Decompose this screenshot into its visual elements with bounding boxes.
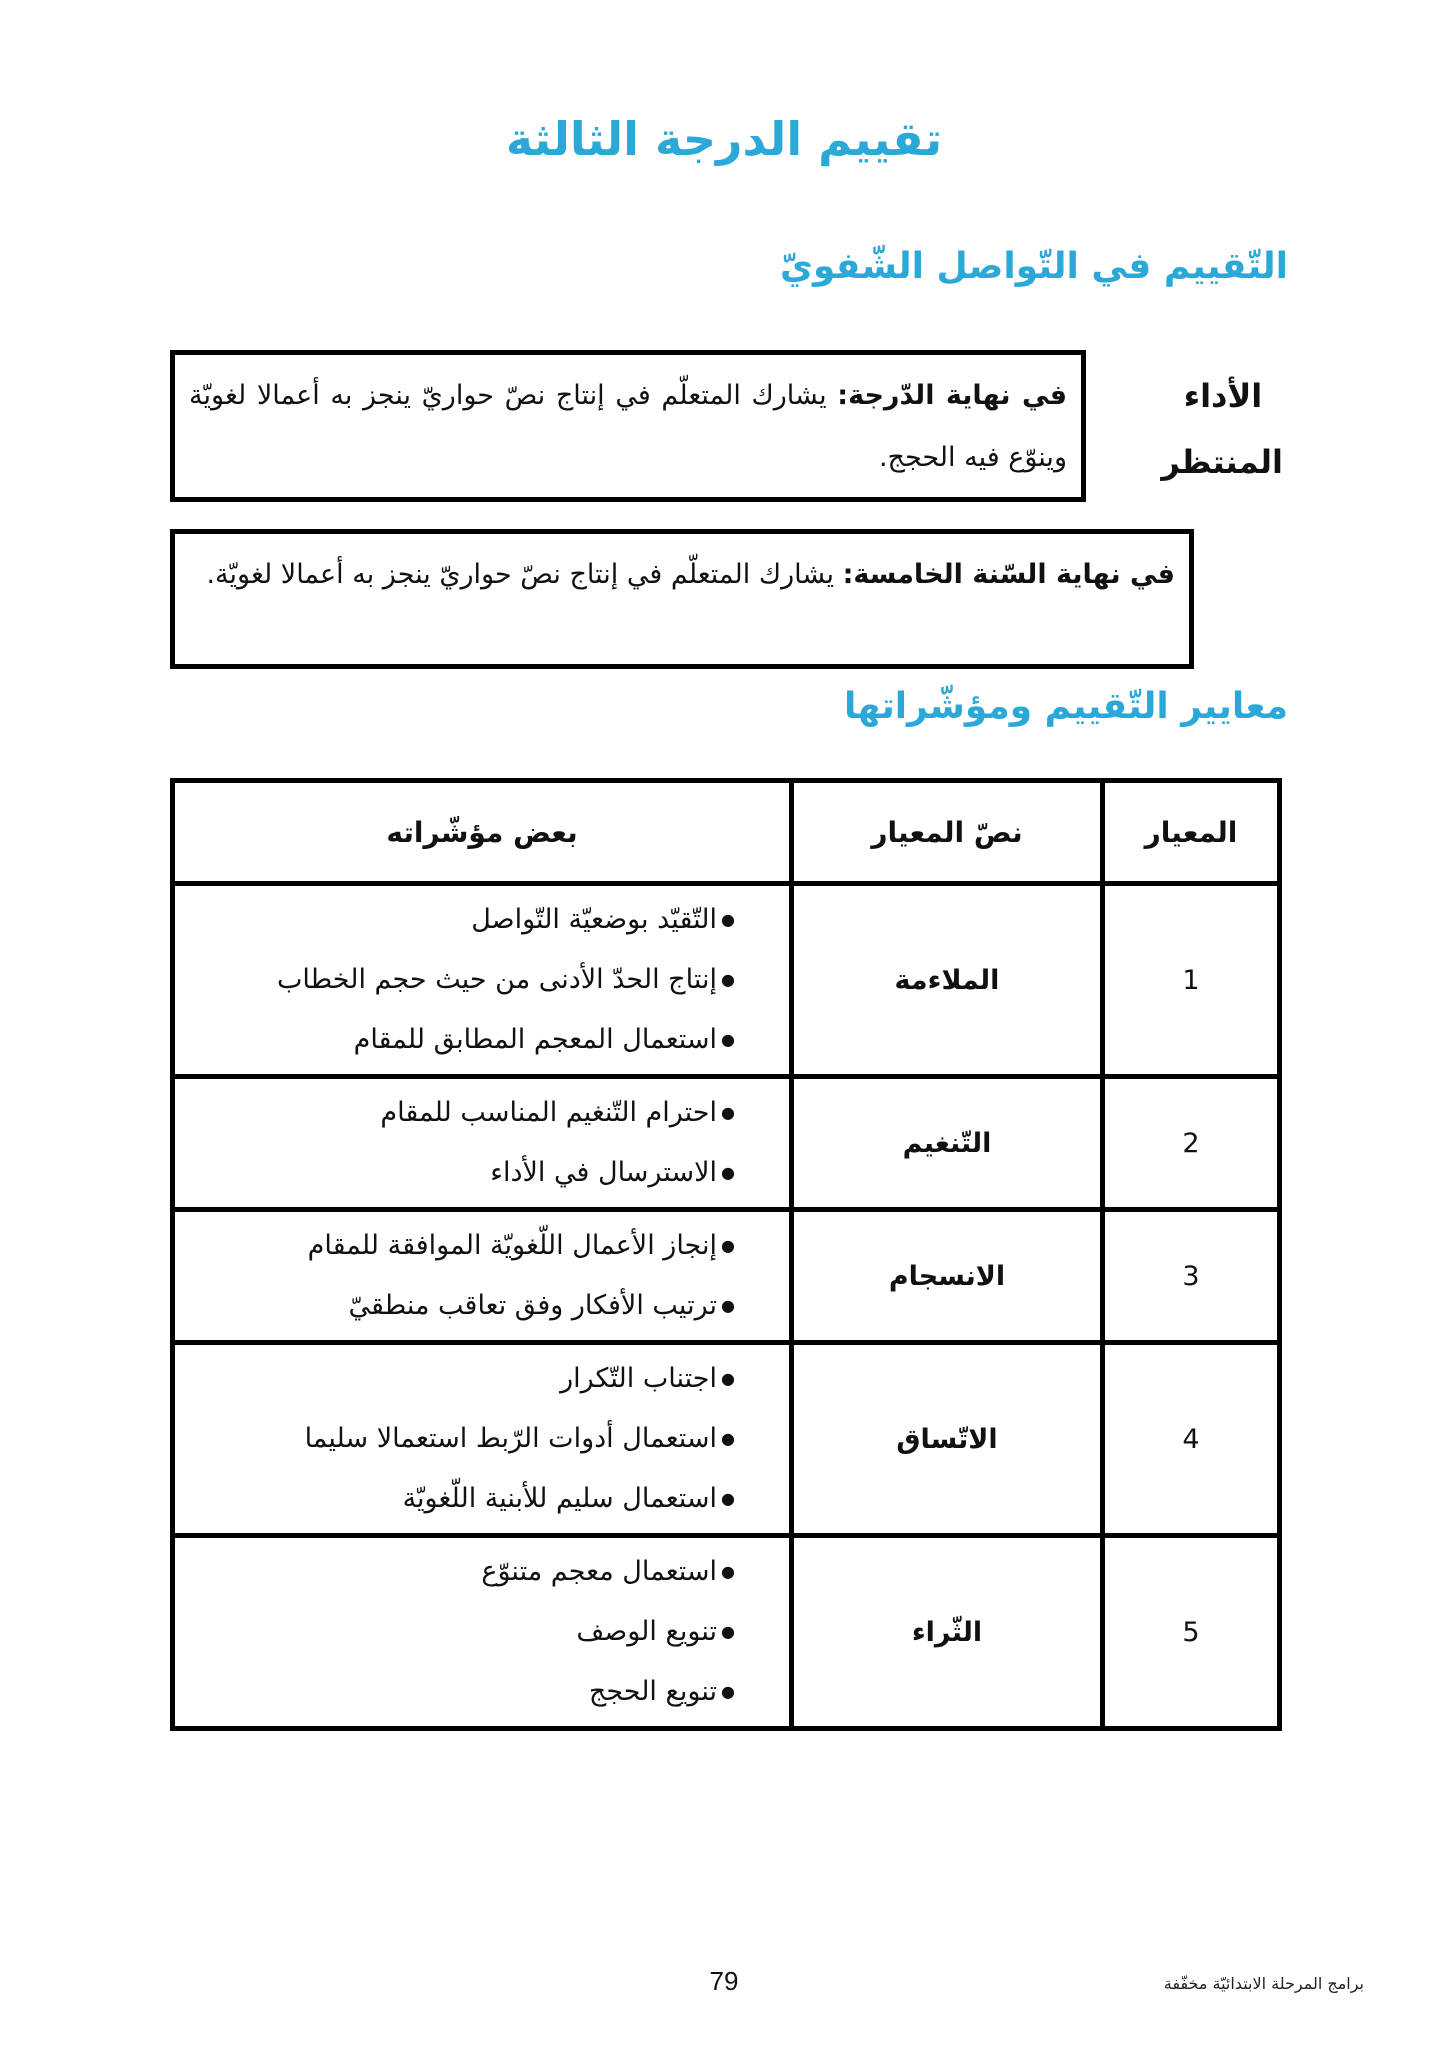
indicator-item: ● التّقيّد بوضعيّة التّواصل: [175, 890, 789, 950]
table-row: [173, 884, 1280, 1077]
table-row: [173, 1343, 1280, 1536]
table-row: [173, 1536, 1280, 1729]
indicator-item: ● إنتاج الحدّ الأدنى من حيث حجم الخطاب: [175, 950, 789, 1010]
expected-performance-label-line1: الأداء: [1183, 377, 1263, 415]
indicator-list: [175, 1538, 789, 1726]
grade-end-box: [170, 350, 1086, 502]
indicator-item: ● الاسترسال في الأداء: [175, 1143, 789, 1203]
expected-performance-label-line2: المنتظر: [1161, 443, 1283, 481]
criterion-name: الانسجام: [792, 1210, 1103, 1343]
grade-end-lead: في نهاية الدّرجة:: [837, 380, 1068, 411]
expected-performance-label: [1163, 363, 1283, 495]
indicators-cell: [173, 1077, 792, 1210]
indicators-cell: [173, 1210, 792, 1343]
criterion-name: التّنغيم: [792, 1077, 1103, 1210]
criterion-name: الملاءمة: [792, 884, 1103, 1077]
indicators-cell: [173, 1343, 792, 1536]
indicators-cell: [173, 884, 792, 1077]
indicators-cell: [173, 1536, 792, 1729]
year5-end-text: يشارك المتعلّم في إنتاج نصّ حواريّ ينجز به أعمالا لغويّة.: [206, 559, 843, 590]
header-criterion-text: نصّ المعيار: [792, 781, 1103, 884]
criterion-number: 1: [1103, 884, 1280, 1077]
table-row: [173, 1077, 1280, 1210]
indicator-item: ● استعمال المعجم المطابق للمقام: [175, 1010, 789, 1070]
indicator-list: [175, 1212, 789, 1340]
criterion-number: 2: [1103, 1077, 1280, 1210]
criterion-name: الثّراء: [792, 1536, 1103, 1729]
header-indicators: بعض مؤشّراته: [173, 781, 792, 884]
criteria-table: [170, 778, 1282, 1731]
indicator-item: ● تنويع الحجج: [175, 1662, 789, 1722]
year5-end-box: [170, 529, 1194, 669]
indicator-item: ● ترتيب الأفكار وفق تعاقب منطقيّ: [175, 1276, 789, 1336]
table-header-row: [173, 781, 1280, 884]
indicator-list: [175, 1079, 789, 1207]
criterion-name: الاتّساق: [792, 1343, 1103, 1536]
criterion-number: 3: [1103, 1210, 1280, 1343]
indicator-item: ● استعمال أدوات الرّبط استعمالا سليما: [175, 1409, 789, 1469]
page-title: تقييم الدرجة الثالثة: [505, 112, 943, 166]
criterion-number: 4: [1103, 1343, 1280, 1536]
indicator-item: ● احترام التّنغيم المناسب للمقام: [175, 1083, 789, 1143]
criterion-number: 5: [1103, 1536, 1280, 1729]
indicator-item: ● اجتناب التّكرار: [175, 1349, 789, 1409]
section-heading-criteria: معايير التّقييم ومؤشّراتها: [843, 686, 1288, 727]
page-number: 79: [709, 1966, 739, 1996]
footer-text: برامج المرحلة الابتدائيّة مخفّفة: [1163, 1974, 1364, 1993]
year5-end-lead: في نهاية السّنة الخامسة:: [842, 559, 1175, 590]
indicator-item: ● استعمال سليم للأبنية اللّغويّة: [175, 1469, 789, 1529]
indicator-item: ● تنويع الوصف: [175, 1602, 789, 1662]
grade-end-text: يشارك المتعلّم في إنتاج نصّ حواريّ ينجز به أعمالا لغويّة وينوّع فيه الحجج.: [189, 380, 1067, 473]
section-heading-oral: التّقييم في التّواصل الشّفويّ: [779, 246, 1288, 287]
indicator-item: ● استعمال معجم متنوّع: [175, 1542, 789, 1602]
indicator-list: [175, 1345, 789, 1533]
indicator-item: ● إنجاز الأعمال اللّغويّة الموافقة للمقام: [175, 1216, 789, 1276]
indicator-list: [175, 886, 789, 1074]
header-criterion: المعيار: [1103, 781, 1280, 884]
table-row: [173, 1210, 1280, 1343]
